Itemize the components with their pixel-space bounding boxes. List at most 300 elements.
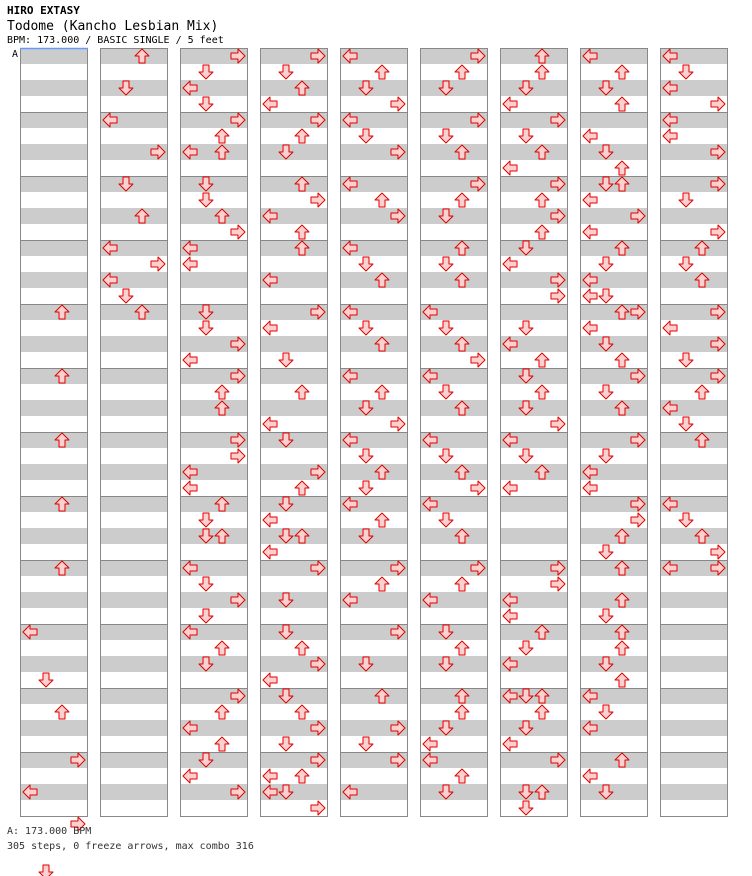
beat-stripe bbox=[100, 512, 168, 528]
beat-stripe bbox=[340, 288, 408, 304]
beat-stripe bbox=[180, 64, 248, 80]
beat-stripe bbox=[420, 240, 488, 256]
beat-stripe bbox=[340, 528, 408, 544]
chart-column bbox=[20, 48, 88, 817]
beat-stripe bbox=[660, 608, 728, 624]
beat-stripe bbox=[660, 208, 728, 224]
beat-stripe bbox=[100, 288, 168, 304]
beat-stripe bbox=[660, 352, 728, 368]
beat-stripe bbox=[420, 400, 488, 416]
beat-stripe bbox=[580, 656, 648, 672]
beat-stripe bbox=[180, 544, 248, 560]
beat-stripe bbox=[580, 384, 648, 400]
beat-stripe bbox=[660, 288, 728, 304]
beat-stripe bbox=[20, 448, 88, 464]
beat-stripe bbox=[420, 624, 488, 640]
beat-stripe bbox=[500, 528, 568, 544]
beat-stripe bbox=[420, 128, 488, 144]
beat-stripe bbox=[420, 256, 488, 272]
beat-stripe bbox=[420, 80, 488, 96]
beat-stripe bbox=[20, 672, 88, 688]
beat-stripe bbox=[260, 496, 328, 512]
beat-stripe bbox=[100, 496, 168, 512]
beat-stripe bbox=[660, 752, 728, 768]
beat-stripe bbox=[580, 672, 648, 688]
beat-stripe bbox=[660, 688, 728, 704]
beat-stripe bbox=[20, 48, 88, 64]
beat-stripe bbox=[180, 608, 248, 624]
beat-stripe bbox=[260, 704, 328, 720]
beat-stripe bbox=[100, 720, 168, 736]
beat-stripe bbox=[340, 672, 408, 688]
beat-stripe bbox=[180, 416, 248, 432]
beat-stripe bbox=[20, 720, 88, 736]
beat-stripe bbox=[340, 64, 408, 80]
beat-stripe bbox=[500, 224, 568, 240]
beat-stripe bbox=[660, 528, 728, 544]
beat-stripe bbox=[20, 544, 88, 560]
beat-stripe bbox=[100, 608, 168, 624]
beat-stripe bbox=[20, 368, 88, 384]
beat-stripe bbox=[100, 592, 168, 608]
beat-stripe bbox=[260, 528, 328, 544]
beat-stripe bbox=[660, 576, 728, 592]
beat-stripe bbox=[580, 592, 648, 608]
beat-stripe bbox=[100, 192, 168, 208]
beat-stripe bbox=[100, 304, 168, 320]
beat-stripe bbox=[580, 416, 648, 432]
beat-stripe bbox=[580, 528, 648, 544]
beat-stripe bbox=[180, 320, 248, 336]
beat-stripe bbox=[660, 256, 728, 272]
beat-stripe bbox=[100, 480, 168, 496]
beat-stripe bbox=[420, 192, 488, 208]
beat-stripe bbox=[20, 128, 88, 144]
beat-stripe bbox=[420, 608, 488, 624]
step-summary: 305 steps, 0 freeze arrows, max combo 316 bbox=[7, 841, 254, 852]
beat-stripe bbox=[580, 544, 648, 560]
beat-stripe bbox=[340, 576, 408, 592]
beat-stripe bbox=[180, 656, 248, 672]
beat-stripe bbox=[20, 288, 88, 304]
beat-stripe bbox=[260, 176, 328, 192]
beat-stripe bbox=[340, 352, 408, 368]
beat-stripe bbox=[420, 208, 488, 224]
chart-column bbox=[340, 48, 408, 817]
beat-stripe bbox=[180, 400, 248, 416]
beat-stripe bbox=[660, 512, 728, 528]
beat-stripe bbox=[500, 240, 568, 256]
beat-stripe bbox=[260, 688, 328, 704]
beat-stripe bbox=[500, 512, 568, 528]
beat-stripe bbox=[20, 336, 88, 352]
beat-stripe bbox=[340, 192, 408, 208]
beat-stripe bbox=[660, 464, 728, 480]
beat-stripe bbox=[180, 128, 248, 144]
beat-stripe bbox=[100, 160, 168, 176]
beat-stripe bbox=[500, 624, 568, 640]
beat-stripe bbox=[580, 112, 648, 128]
beat-stripe bbox=[420, 448, 488, 464]
beat-stripe bbox=[580, 640, 648, 656]
beat-stripe bbox=[180, 800, 248, 816]
beat-stripe bbox=[260, 224, 328, 240]
beat-stripe bbox=[340, 80, 408, 96]
beat-stripe bbox=[580, 752, 648, 768]
chart-column bbox=[420, 48, 488, 817]
beat-stripe bbox=[420, 784, 488, 800]
beat-stripe bbox=[580, 336, 648, 352]
beat-stripe bbox=[340, 384, 408, 400]
beat-stripe bbox=[260, 576, 328, 592]
beat-stripe bbox=[500, 144, 568, 160]
beat-stripe bbox=[660, 624, 728, 640]
beat-stripe bbox=[20, 592, 88, 608]
beat-stripe bbox=[500, 400, 568, 416]
beat-stripe bbox=[500, 80, 568, 96]
chart-column bbox=[100, 48, 168, 817]
beat-stripe bbox=[420, 96, 488, 112]
beat-stripe bbox=[500, 544, 568, 560]
beat-stripe bbox=[260, 592, 328, 608]
beat-stripe bbox=[660, 448, 728, 464]
beat-stripe bbox=[340, 512, 408, 528]
beat-stripe bbox=[500, 352, 568, 368]
beat-stripe bbox=[580, 240, 648, 256]
beat-stripe bbox=[180, 176, 248, 192]
beat-stripe bbox=[340, 688, 408, 704]
beat-stripe bbox=[20, 352, 88, 368]
beat-stripe bbox=[180, 512, 248, 528]
beat-stripe bbox=[260, 368, 328, 384]
beat-stripe bbox=[20, 464, 88, 480]
beat-stripe bbox=[100, 384, 168, 400]
beat-stripe bbox=[100, 784, 168, 800]
beat-stripe bbox=[420, 528, 488, 544]
beat-stripe bbox=[420, 640, 488, 656]
beat-stripe bbox=[20, 96, 88, 112]
beat-stripe bbox=[340, 400, 408, 416]
beat-stripe bbox=[340, 656, 408, 672]
beat-stripe bbox=[580, 176, 648, 192]
beat-stripe bbox=[260, 608, 328, 624]
beat-stripe bbox=[580, 736, 648, 752]
beat-stripe bbox=[500, 368, 568, 384]
beat-stripe bbox=[340, 464, 408, 480]
beat-stripe bbox=[660, 272, 728, 288]
beat-stripe bbox=[500, 48, 568, 64]
beat-stripe bbox=[100, 320, 168, 336]
beat-stripe bbox=[340, 800, 408, 816]
beat-stripe bbox=[20, 192, 88, 208]
song-title: Todome (Kancho Lesbian Mix) bbox=[7, 19, 219, 34]
beat-stripe bbox=[420, 800, 488, 816]
beat-stripe bbox=[660, 784, 728, 800]
beat-stripe bbox=[20, 640, 88, 656]
beat-stripe bbox=[420, 672, 488, 688]
beat-stripe bbox=[260, 160, 328, 176]
beat-stripe bbox=[100, 464, 168, 480]
beat-stripe bbox=[340, 160, 408, 176]
beat-stripe bbox=[100, 624, 168, 640]
bpm-legend: A: 173.000 BPM bbox=[7, 826, 92, 837]
beat-stripe bbox=[580, 144, 648, 160]
beat-stripe bbox=[100, 400, 168, 416]
beat-stripe bbox=[660, 768, 728, 784]
artist-name: HIRO EXTASY bbox=[7, 4, 80, 17]
beat-stripe bbox=[20, 272, 88, 288]
beat-stripe bbox=[20, 384, 88, 400]
beat-stripe bbox=[100, 224, 168, 240]
beat-stripe bbox=[260, 384, 328, 400]
beat-stripe bbox=[100, 48, 168, 64]
beat-stripe bbox=[180, 576, 248, 592]
beat-stripe bbox=[500, 720, 568, 736]
beat-stripe bbox=[20, 224, 88, 240]
beat-stripe bbox=[100, 176, 168, 192]
beat-stripe bbox=[100, 448, 168, 464]
beat-stripe bbox=[260, 336, 328, 352]
beat-stripe bbox=[660, 736, 728, 752]
beat-stripe bbox=[580, 704, 648, 720]
beat-stripe bbox=[500, 768, 568, 784]
beat-stripe bbox=[260, 256, 328, 272]
beat-stripe bbox=[420, 416, 488, 432]
beat-stripe bbox=[660, 64, 728, 80]
beat-stripe bbox=[420, 576, 488, 592]
beat-stripe bbox=[180, 272, 248, 288]
beat-stripe bbox=[420, 464, 488, 480]
beat-stripe bbox=[20, 800, 88, 816]
beat-stripe bbox=[420, 160, 488, 176]
beat-stripe bbox=[420, 720, 488, 736]
beat-stripe bbox=[20, 704, 88, 720]
beat-stripe bbox=[580, 64, 648, 80]
beat-stripe bbox=[260, 64, 328, 80]
beat-stripe bbox=[20, 176, 88, 192]
beat-stripe bbox=[420, 320, 488, 336]
beat-stripe bbox=[100, 560, 168, 576]
beat-stripe bbox=[100, 208, 168, 224]
beat-stripe bbox=[660, 672, 728, 688]
beat-stripe bbox=[260, 144, 328, 160]
beat-stripe bbox=[260, 400, 328, 416]
beat-stripe bbox=[100, 800, 168, 816]
beat-stripe bbox=[500, 800, 568, 816]
beat-stripe bbox=[340, 768, 408, 784]
beat-stripe bbox=[340, 608, 408, 624]
beat-stripe bbox=[180, 304, 248, 320]
beat-stripe bbox=[420, 336, 488, 352]
beat-stripe bbox=[420, 688, 488, 704]
beat-stripe bbox=[580, 784, 648, 800]
beat-stripe bbox=[20, 304, 88, 320]
beat-stripe bbox=[20, 320, 88, 336]
beat-stripe bbox=[180, 672, 248, 688]
beat-stripe bbox=[100, 736, 168, 752]
beat-stripe bbox=[420, 768, 488, 784]
beat-stripe bbox=[100, 544, 168, 560]
beat-stripe bbox=[660, 160, 728, 176]
beat-stripe bbox=[420, 512, 488, 528]
beat-stripe bbox=[500, 464, 568, 480]
beat-stripe bbox=[580, 256, 648, 272]
beat-stripe bbox=[260, 240, 328, 256]
beat-stripe bbox=[580, 576, 648, 592]
beat-stripe bbox=[500, 304, 568, 320]
beat-stripe bbox=[500, 192, 568, 208]
beat-stripe bbox=[420, 224, 488, 240]
chart-column bbox=[260, 48, 328, 817]
beat-stripe bbox=[500, 320, 568, 336]
beat-stripe bbox=[180, 208, 248, 224]
beat-stripe bbox=[180, 752, 248, 768]
beat-stripe bbox=[100, 576, 168, 592]
beat-stripe bbox=[100, 432, 168, 448]
beat-stripe bbox=[100, 656, 168, 672]
beat-stripe bbox=[20, 64, 88, 80]
beat-stripe bbox=[420, 144, 488, 160]
beat-stripe bbox=[420, 384, 488, 400]
beat-stripe bbox=[420, 288, 488, 304]
beat-stripe bbox=[580, 448, 648, 464]
beat-stripe bbox=[180, 496, 248, 512]
beat-stripe bbox=[100, 352, 168, 368]
beat-stripe bbox=[660, 656, 728, 672]
beat-stripe bbox=[20, 240, 88, 256]
beat-stripe bbox=[20, 736, 88, 752]
beat-stripe bbox=[20, 496, 88, 512]
beat-stripe bbox=[20, 432, 88, 448]
beat-stripe bbox=[500, 640, 568, 656]
beat-stripe bbox=[20, 416, 88, 432]
beat-stripe bbox=[100, 688, 168, 704]
beat-stripe bbox=[180, 528, 248, 544]
beat-stripe bbox=[100, 64, 168, 80]
beat-stripe bbox=[340, 640, 408, 656]
beat-stripe bbox=[580, 560, 648, 576]
beat-stripe bbox=[20, 256, 88, 272]
beat-stripe bbox=[100, 416, 168, 432]
beat-stripe bbox=[660, 416, 728, 432]
beat-stripe bbox=[500, 672, 568, 688]
beat-stripe bbox=[660, 704, 728, 720]
beat-stripe bbox=[420, 656, 488, 672]
beat-stripe bbox=[100, 80, 168, 96]
chart-column bbox=[660, 48, 728, 817]
beat-stripe bbox=[180, 704, 248, 720]
beat-stripe bbox=[20, 144, 88, 160]
beat-stripe bbox=[340, 320, 408, 336]
beat-stripe bbox=[420, 272, 488, 288]
beat-stripe bbox=[260, 624, 328, 640]
beat-stripe bbox=[260, 80, 328, 96]
beat-stripe bbox=[180, 192, 248, 208]
beat-stripe bbox=[420, 64, 488, 80]
beat-stripe bbox=[500, 784, 568, 800]
beat-stripe bbox=[580, 352, 648, 368]
beat-stripe bbox=[660, 480, 728, 496]
beat-stripe bbox=[260, 432, 328, 448]
beat-stripe bbox=[20, 688, 88, 704]
beat-stripe bbox=[180, 160, 248, 176]
beat-stripe bbox=[340, 704, 408, 720]
beat-stripe bbox=[100, 128, 168, 144]
step-arrow-down bbox=[39, 865, 53, 876]
beat-stripe bbox=[580, 608, 648, 624]
beat-stripe bbox=[500, 384, 568, 400]
beat-stripe bbox=[20, 80, 88, 96]
beat-stripe bbox=[100, 336, 168, 352]
beat-stripe bbox=[100, 640, 168, 656]
beat-stripe bbox=[100, 768, 168, 784]
beat-stripe bbox=[340, 736, 408, 752]
beat-stripe bbox=[180, 384, 248, 400]
beat-stripe bbox=[500, 704, 568, 720]
beat-stripe bbox=[260, 480, 328, 496]
beat-stripe bbox=[20, 208, 88, 224]
beat-stripe bbox=[340, 128, 408, 144]
beat-stripe bbox=[580, 96, 648, 112]
chart-info: BPM: 173.000 / BASIC SINGLE / 5 feet bbox=[7, 35, 224, 46]
beat-stripe bbox=[100, 96, 168, 112]
beat-stripe bbox=[580, 800, 648, 816]
beat-stripe bbox=[20, 768, 88, 784]
beat-stripe bbox=[20, 160, 88, 176]
beat-stripe bbox=[660, 640, 728, 656]
beat-stripe bbox=[580, 400, 648, 416]
beat-stripe bbox=[260, 288, 328, 304]
beat-stripe bbox=[20, 480, 88, 496]
beat-stripe bbox=[100, 704, 168, 720]
beat-stripe bbox=[660, 720, 728, 736]
beat-stripe bbox=[100, 368, 168, 384]
bpm-marker-label: A bbox=[12, 49, 19, 60]
beat-stripe bbox=[20, 608, 88, 624]
beat-stripe bbox=[500, 128, 568, 144]
beat-stripe bbox=[500, 64, 568, 80]
beat-stripe bbox=[260, 640, 328, 656]
beat-stripe bbox=[340, 256, 408, 272]
beat-stripe bbox=[580, 160, 648, 176]
beat-stripe bbox=[420, 544, 488, 560]
beat-stripe bbox=[660, 192, 728, 208]
beat-stripe bbox=[420, 704, 488, 720]
beat-stripe bbox=[180, 640, 248, 656]
beat-stripe bbox=[340, 544, 408, 560]
beat-stripe bbox=[20, 512, 88, 528]
beat-stripe bbox=[180, 288, 248, 304]
beat-stripe bbox=[500, 496, 568, 512]
beat-stripe bbox=[20, 112, 88, 128]
beat-stripe bbox=[340, 272, 408, 288]
beat-stripe bbox=[180, 96, 248, 112]
beat-stripe bbox=[20, 400, 88, 416]
beat-stripe bbox=[260, 128, 328, 144]
beat-stripe bbox=[20, 528, 88, 544]
beat-stripe bbox=[660, 592, 728, 608]
beat-stripe bbox=[260, 736, 328, 752]
beat-stripe bbox=[20, 576, 88, 592]
beat-stripe bbox=[580, 80, 648, 96]
beat-stripe bbox=[340, 448, 408, 464]
beat-stripe bbox=[580, 624, 648, 640]
beat-stripe bbox=[100, 528, 168, 544]
beat-stripe bbox=[660, 384, 728, 400]
beat-stripe bbox=[260, 448, 328, 464]
beat-stripe bbox=[660, 432, 728, 448]
beat-stripe bbox=[20, 656, 88, 672]
